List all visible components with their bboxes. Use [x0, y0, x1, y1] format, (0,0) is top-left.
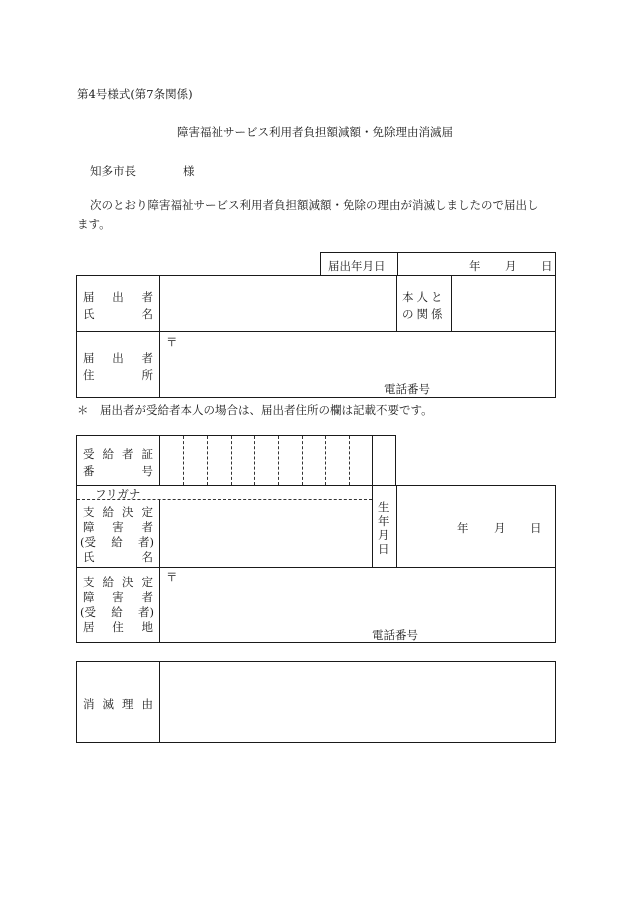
- recipient-name-label-1: 支 給 決 定: [83, 505, 153, 519]
- cert-number-field[interactable]: [161, 437, 371, 484]
- submission-date-label: 届出年月日: [328, 259, 386, 273]
- form-number: 第4号様式(第7条関係): [77, 87, 193, 101]
- birth-date-label: 生年月日: [378, 500, 390, 556]
- recipient-name-label-3: (受 給 者): [80, 535, 154, 549]
- addressee-name: 知多市長: [90, 164, 136, 178]
- recipient-phone-label: 電話番号: [372, 628, 418, 642]
- recipient-address-label-1: 支 給 決 定: [83, 575, 153, 589]
- submission-day: 日: [541, 259, 553, 273]
- submission-year: 年: [469, 259, 481, 273]
- page-title: 障害福祉サービス利用者負担額減額・免除理由消滅届: [177, 125, 453, 139]
- relation-label-2: の関係: [402, 307, 446, 321]
- notifier-phone-label: 電話番号: [384, 382, 430, 396]
- birth-date-field[interactable]: [398, 487, 554, 566]
- furigana-field[interactable]: [161, 487, 371, 498]
- relation-field[interactable]: [454, 278, 554, 329]
- notifier-name-field[interactable]: [162, 278, 394, 329]
- recipient-address-field[interactable]: [161, 569, 554, 641]
- notifier-address-label-2: 住 所: [83, 368, 153, 382]
- notifier-postal-mark: 〒: [166, 335, 178, 349]
- cert-number-label: 受 給 者 証: [83, 447, 153, 461]
- addressee-honorific: 様: [183, 164, 195, 178]
- submission-month: 月: [505, 259, 517, 273]
- notifier-address-label: 届 出 者: [83, 351, 153, 365]
- reason-field[interactable]: [161, 663, 554, 741]
- recipient-name-label-2: 障 害 者: [83, 520, 153, 534]
- notifier-address-field[interactable]: [162, 334, 554, 396]
- furigana-label: フリガナ: [95, 487, 141, 501]
- notifier-name-label: 届 出 者: [83, 290, 153, 304]
- birth-month: 月: [494, 521, 506, 535]
- recipient-address-label-2: 障 害 者: [83, 590, 153, 604]
- notifier-name-label-2: 氏 名: [83, 307, 153, 321]
- recipient-address-label-3: (受 給 者): [80, 605, 154, 619]
- cert-number-label-2: 番 号: [83, 464, 153, 478]
- recipient-address-label-4: 居 住 地: [83, 620, 153, 634]
- recipient-name-label-4: 氏 名: [83, 550, 153, 564]
- intro-line-2: ます。: [77, 217, 111, 231]
- relation-label-1: 本人と: [402, 290, 446, 304]
- intro-line-1: 次のとおり障害福祉サービス利用者負担額減額・免除の理由が消滅しましたので届出し: [90, 198, 539, 212]
- birth-day: 日: [530, 521, 542, 535]
- birth-year: 年: [457, 521, 469, 535]
- reason-label: 消 滅 理 由: [83, 697, 153, 711]
- recipient-postal-mark: 〒: [166, 570, 178, 584]
- recipient-name-field[interactable]: [161, 502, 371, 566]
- note-text: ＊ 届出者が受給者本人の場合は、届出者住所の欄は記載不要です。: [77, 403, 433, 417]
